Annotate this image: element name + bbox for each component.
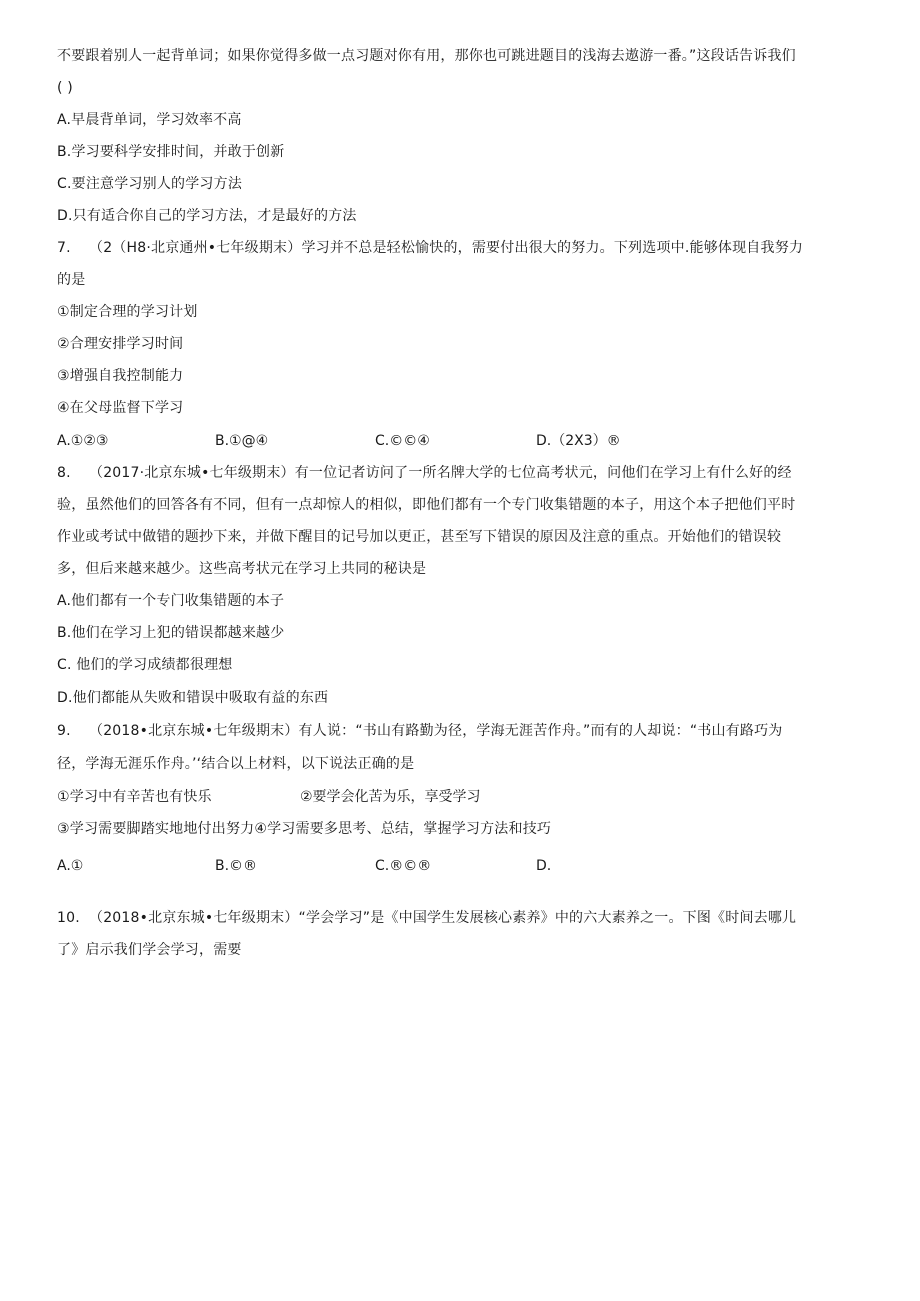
q10-stem-line2: 了》启示我们学会学习，需要: [57, 942, 242, 958]
q8-option-c: C. 他们的学习成绩都很理想: [57, 657, 233, 673]
q6-answer-bracket: ( ): [57, 80, 73, 96]
q8-stem-line4: 多，但后来越来越少。这些高考状元在学习上共同的秘诀是: [57, 561, 427, 577]
q8-stem-line3: 作业或考试中做错的题抄下来，并做下醒目的记号加以更正，甚至写下错误的原因及注意的重点。开始他们的错误较: [57, 529, 782, 545]
q10-stem-line1: （2018•北京东城•七年级期末）“学会学习”是《中国学生发展核心素养》中的六大素养之一。下图《时间去哪儿: [89, 910, 797, 926]
q10-stem: [57, 909, 796, 927]
q9-stem-line1: （2018•北京东城•七年级期末）有人说：“书山有路勤为径，学海无涯苦作舟。”而有的人却说：“书山有路巧为: [89, 723, 783, 739]
q6-option-a: A.早晨背单词，学习效率不高: [57, 112, 242, 128]
q6-option-d: D.只有适合你自己的学习方法，才是最好的方法: [57, 208, 357, 224]
q9-choice-c: C.®©®: [375, 858, 432, 874]
q8-stem: [57, 464, 792, 482]
q7-stem-line1: （2（H8·北京通州•七年级期末）学习并不总是轻松愉快的，需要付出很大的努力。下列选项中.能够体现自我努力: [89, 240, 804, 256]
q9-stem-line2: 径，学海无涯乐作舟。’‘结合以上材料，以下说法正确的是: [57, 756, 415, 772]
q8-stem-line2: 验，虽然他们的回答各有不同，但有一点却惊人的相似，即他们都有一个专门收集错题的本子，用这个本子把他们平时: [57, 497, 796, 513]
q9-choice-d: D.: [536, 858, 552, 874]
q7-choice-d: D.（2X3）®: [536, 433, 621, 449]
q6-option-b: B.学习要科学安排时间，并敢于创新: [57, 144, 285, 160]
q7-choice-a: A.①②③: [57, 433, 109, 449]
q7-choice-c: C.©©④: [375, 433, 430, 449]
q7-statement-3: ③增强自我控制能力: [57, 368, 184, 384]
q9-stem: [57, 722, 783, 740]
q8-option-b: B.他们在学习上犯的错误都越来越少: [57, 625, 285, 641]
q8-stem-line1: （2017·北京东城•七年级期末）有一位记者访问了一所名牌大学的七位高考状元，问他们在学习上有什么好的经: [89, 465, 792, 481]
q7-statement-4: ④在父母监督下学习: [57, 400, 184, 416]
q6-stem-continuation: 不要跟着别人一起背单词；如果你觉得多做一点习题对你有用，那你也可跳进题目的浅海去遨游一番。”这段话告诉我们: [57, 48, 796, 64]
q7-number: 7.: [57, 240, 71, 256]
q6-option-c: C.要注意学习别人的学习方法: [57, 176, 243, 192]
q10-number: 10.: [57, 910, 80, 926]
q7-stem-line2: 的是: [57, 272, 86, 288]
q9-number: 9.: [57, 723, 71, 739]
q8-number: 8.: [57, 465, 71, 481]
q8-option-a: A.他们都有一个专门收集错题的本子: [57, 593, 285, 609]
q9-statement-1: ①学习中有辛苦也有快乐: [57, 789, 212, 805]
q9-choice-a: A.①: [57, 858, 84, 874]
q7-statement-1: ①制定合理的学习计划: [57, 304, 198, 320]
q7-stem: [57, 239, 803, 257]
q7-choice-b: B.①@④: [215, 433, 269, 449]
q7-statement-2: ②合理安排学习时间: [57, 336, 184, 352]
q9-choice-b: B.©®: [215, 858, 258, 874]
q9-statement-2: ②要学会化苦为乐，享受学习: [300, 789, 481, 805]
q8-option-d: D.他们都能从失败和错误中吸取有益的东西: [57, 690, 329, 706]
q9-statement-3-4: ③学习需要脚踏实地地付出努力④学习需要多思考、总结，掌握学习方法和技巧: [57, 821, 552, 837]
